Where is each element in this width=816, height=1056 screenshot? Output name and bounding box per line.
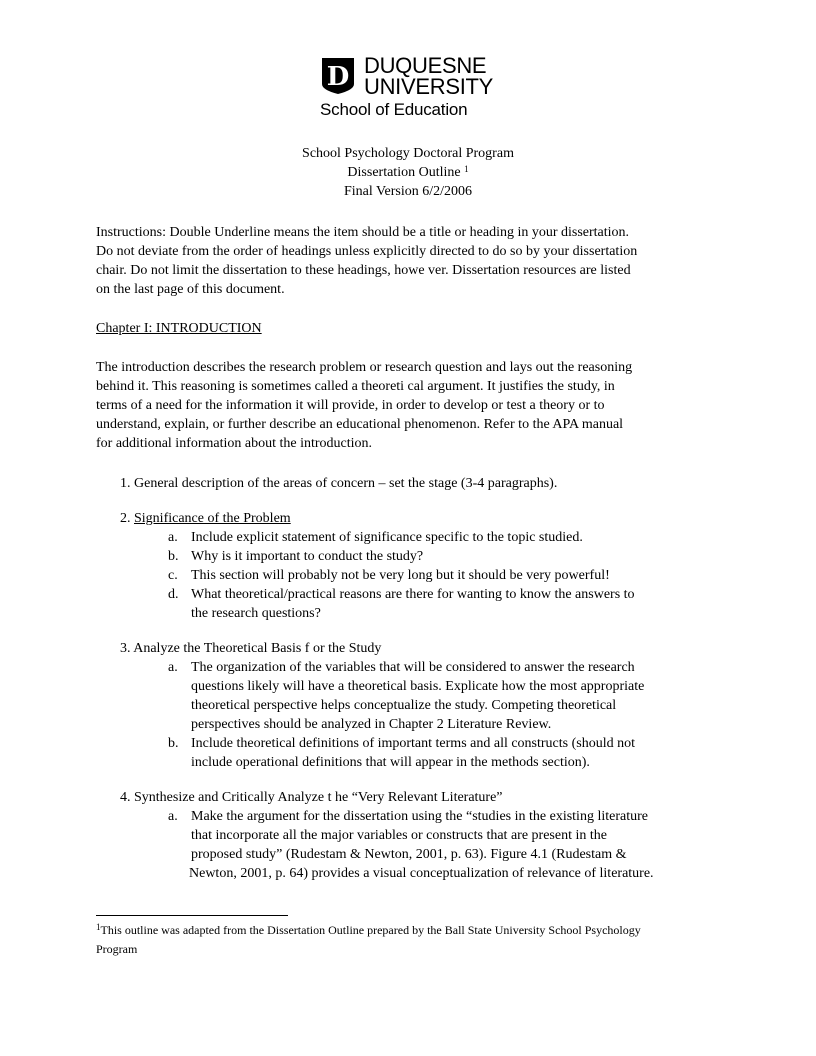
- sub-item-mark: a.: [168, 809, 178, 824]
- sub-item-text: Why is it important to conduct the study?: [191, 549, 424, 564]
- sub-item-mark: b.: [168, 549, 179, 564]
- section-heading-significance: Significance of the Problem: [134, 511, 291, 526]
- item-number: 2.: [120, 511, 134, 526]
- footnote-separator: [96, 915, 288, 916]
- footnote: [96, 921, 641, 940]
- sub-item-text: Newton, 2001, p. 64) provides a visual conceptualization of relevance of literature.: [189, 866, 654, 881]
- sub-item-text: perspectives should be analyzed in Chapter 2 Literature Review.: [191, 717, 552, 732]
- sub-item-text: the research questions?: [191, 606, 321, 621]
- sub-item-mark: d.: [168, 587, 179, 602]
- outline-item-3-heading: 3. Analyze the Theoretical Basis f or the Study: [120, 641, 382, 656]
- sub-item-mark: a.: [168, 660, 178, 675]
- intro-line: terms of a need for the information it will provide, in order to develop or test a theory or to: [96, 398, 605, 413]
- sub-item-text: include operational definitions that will appear in the methods section).: [191, 755, 590, 770]
- sub-item-text: What theoretical/practical reasons are there for wanting to know the answers to: [191, 587, 635, 602]
- logo-text-university: UNIVERSITY: [364, 74, 494, 99]
- instructions-line: on the last page of this document.: [96, 282, 285, 297]
- instructions-line: Instructions: Double Underline means the item should be a title or heading in your dissertation.: [96, 225, 630, 240]
- sub-item-text: questions likely will have a theoretical basis. Explicate how the most appropriate: [191, 679, 645, 694]
- sub-item-text: The organization of the variables that will be considered to answer the research: [191, 660, 635, 675]
- footnote-text: This outline was adapted from the Dissertation Outline prepared by the Ball State University School Psychology: [100, 923, 641, 937]
- logo-text-school: School of Education: [320, 100, 468, 119]
- sub-item-text: Make the argument for the dissertation using the “studies in the existing literature: [191, 809, 648, 824]
- sub-item-mark: b.: [168, 736, 179, 751]
- sub-item-text: Include theoretical definitions of important terms and all constructs (should not: [191, 736, 636, 751]
- document-title-text: Dissertation Outline: [347, 165, 461, 180]
- logo-text-duquesne: DUQUESNE: [364, 53, 487, 78]
- footnote-mark: 1: [96, 922, 101, 932]
- outline-item-2-heading: [120, 509, 291, 528]
- instructions-line: chair. Do not limit the dissertation to these headings, howe ver. Dissertation resources are listed: [96, 263, 631, 278]
- intro-line: for additional information about the introduction.: [96, 436, 373, 451]
- document-title: [0, 163, 816, 182]
- sub-item-text: that incorporate all the major variables or constructs that are present in the: [191, 828, 607, 843]
- sub-item-text: This section will probably not be very long but it should be very powerful!: [191, 568, 610, 583]
- intro-line: The introduction describes the research problem or research question and lays out the reasoning: [96, 360, 633, 375]
- program-title: School Psychology Doctoral Program: [302, 146, 514, 161]
- sub-item-mark: a.: [168, 530, 178, 545]
- university-shield-logo: [321, 57, 355, 95]
- sub-item-text: theoretical perspective helps conceptualize the study. Competing theoretical: [191, 698, 617, 713]
- instructions-line: Do not deviate from the order of headings unless explicitly directed to do so by your dissertation: [96, 244, 638, 259]
- intro-line: understand, explain, or further describe an educational phenomenon. Refer to the APA manual: [96, 417, 624, 432]
- sub-item-text: proposed study” (Rudestam & Newton, 2001, p. 63). Figure 4.1 (Rudestam &: [191, 847, 627, 862]
- intro-line: behind it. This reasoning is sometimes called a theoreti cal argument. It justifies the study, in: [96, 379, 615, 394]
- svg-text:D: D: [326, 62, 350, 92]
- outline-item-1: 1. General description of the areas of concern – set the stage (3-4 paragraphs).: [120, 476, 558, 491]
- version-line: Final Version 6/2/2006: [343, 184, 473, 199]
- outline-item-4-heading: 4. Synthesize and Critically Analyze t he “Very Relevant Literature”: [120, 790, 503, 805]
- sub-item-text: Include explicit statement of significance specific to the topic studied.: [191, 530, 583, 545]
- sub-item-mark: c.: [168, 568, 178, 583]
- footnote-text-continued: Program: [96, 942, 138, 956]
- footnote-reference: 1: [464, 164, 469, 174]
- chapter-heading: Chapter I: INTRODUCTION: [96, 321, 262, 336]
